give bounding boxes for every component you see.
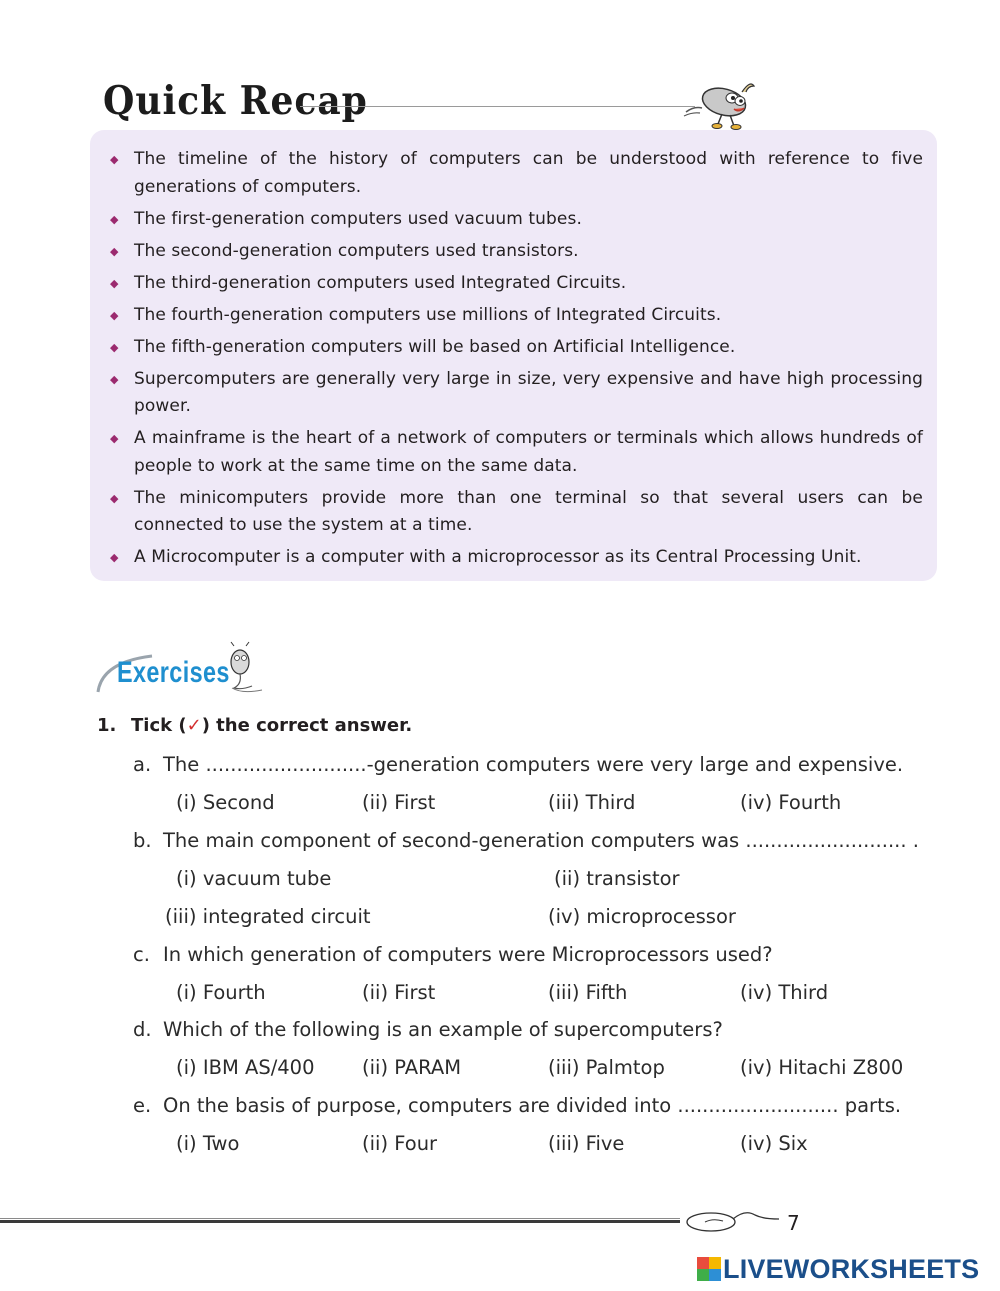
option-e-iv[interactable]: (iv) Six (740, 1132, 808, 1155)
option-c-ii[interactable]: (ii) First (362, 981, 436, 1004)
option-c-iv[interactable]: (iv) Third (740, 981, 829, 1004)
option-e-ii[interactable]: (ii) Four (362, 1132, 438, 1155)
bullet-icon: ◆ (110, 244, 119, 258)
list-item: ◆ A mainframe is the heart of a network of computers or terminals which allows hundreds of people to work at the same time on the same data. (108, 425, 923, 480)
liveworksheets-logo-icon (697, 1257, 721, 1281)
question-b: b. The main component of second-generation computers was .......................... . (133, 829, 919, 852)
list-item: ◆ The third-generation computers used Integrated Circuits. (108, 270, 923, 298)
option-a-ii[interactable]: (ii) First (362, 791, 436, 814)
bullet-icon: ◆ (110, 551, 119, 564)
option-b-i[interactable]: (i) vacuum tube (176, 867, 332, 890)
list-item: ◆ Supercomputers are generally very large in size, very expensive and have high processing power. (108, 366, 923, 421)
mouse-mascot-icon (682, 72, 762, 132)
question-number: 1. (97, 715, 117, 736)
option-b-iii[interactable]: (iii) integrated circuit (165, 905, 371, 928)
recap-title: Quick Recap (103, 78, 368, 124)
liveworksheets-logo[interactable] (697, 1253, 979, 1285)
option-d-ii[interactable]: (ii) PARAM (362, 1056, 462, 1079)
bullet-icon: ◆ (110, 308, 119, 322)
option-d-iii[interactable]: (iii) Palmtop (548, 1056, 665, 1079)
tick-icon: ✓ (186, 715, 202, 736)
bullet-icon: ◆ (110, 491, 119, 505)
page-mouse-icon (683, 1205, 783, 1237)
option-a-i[interactable]: (i) Second (176, 791, 275, 814)
question-suffix: ) the correct answer. (201, 715, 413, 736)
question-prefix: Tick ( (131, 715, 187, 736)
bullet-icon: ◆ (110, 212, 119, 226)
question-a: a. The ..........................-generation computers were very large and expensive. (133, 753, 904, 776)
option-c-i[interactable]: (i) Fourth (176, 981, 266, 1004)
bullet-icon: ◆ (110, 340, 119, 354)
bullet-icon: ◆ (110, 276, 119, 290)
option-c-iii[interactable]: (iii) Fifth (548, 981, 628, 1004)
list-item: ◆ The first-generation computers used vacuum tubes. (108, 206, 923, 234)
question-heading (97, 715, 412, 736)
list-item: ◆ The timeline of the history of computers can be understood with reference to five generations of computers. (108, 146, 923, 201)
option-b-ii[interactable]: (ii) transistor (554, 867, 680, 890)
list-item: ◆ The minicomputers provide more than one terminal so that several users can be connected to use the system at a time. (108, 485, 923, 540)
question-c: c. In which generation of computers were Microprocessors used? (133, 943, 773, 966)
option-d-i[interactable]: (i) IBM AS/400 (176, 1056, 315, 1079)
list-item: ◆ The fifth-generation computers will be based on Artificial Intelligence. (108, 334, 923, 362)
bullet-icon: ◆ (110, 153, 119, 166)
bullet-icon: ◆ (110, 432, 119, 445)
option-a-iv[interactable]: (iv) Fourth (740, 791, 842, 814)
footer-rule (0, 1218, 680, 1219)
bullet-icon: ◆ (110, 372, 119, 386)
exercises-title: Exercises (117, 656, 230, 689)
question-d: d. Which of the following is an example of supercomputers? (133, 1018, 723, 1041)
recap-rule (300, 106, 695, 107)
option-b-iv[interactable]: (iv) microprocessor (548, 905, 736, 928)
recap-list (108, 146, 923, 576)
question-e: e. On the basis of purpose, computers are divided into .......................... parts. (133, 1094, 902, 1117)
list-item: ◆ A Microcomputer is a computer with a microprocessor as its Central Processing Unit. (108, 544, 923, 572)
option-a-iii[interactable]: (iii) Third (548, 791, 636, 814)
list-item: ◆ The second-generation computers used transistors. (108, 238, 923, 266)
option-e-iii[interactable]: (iii) Five (548, 1132, 625, 1155)
option-d-iv[interactable]: (iv) Hitachi Z800 (740, 1056, 904, 1079)
page-number: 7 (787, 1211, 800, 1235)
footer-rule-thick (0, 1220, 680, 1223)
liveworksheets-brand: LIVEWORKSHEETS (723, 1253, 980, 1284)
option-e-i[interactable]: (i) Two (176, 1132, 240, 1155)
list-item: ◆ The fourth-generation computers use millions of Integrated Circuits. (108, 302, 923, 330)
